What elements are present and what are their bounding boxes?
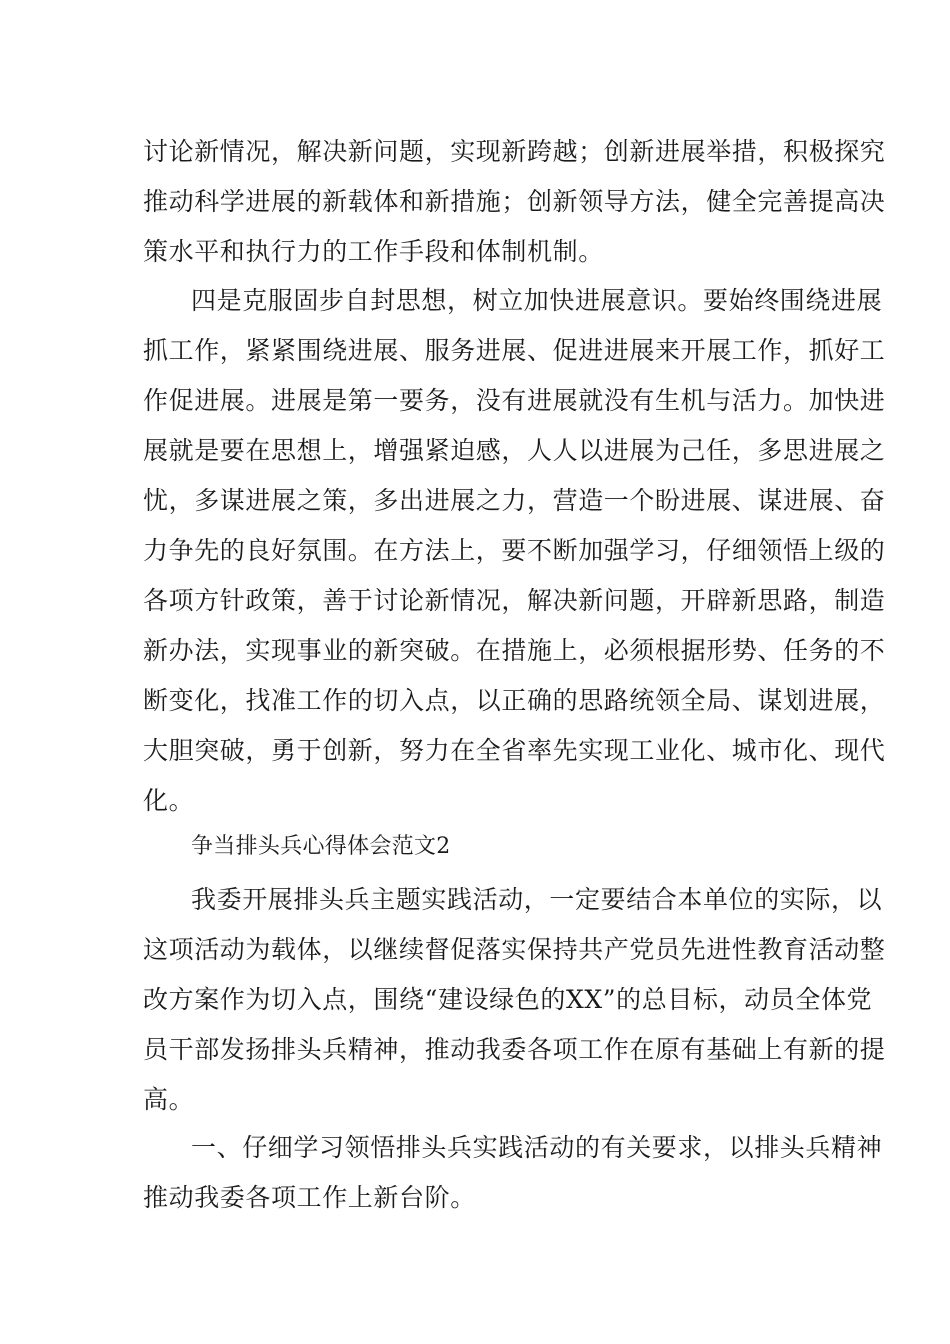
paragraph-2-line-9: 断变化，找准工作的切入点，以正确的思路统领全局、谋划进展， xyxy=(143,686,886,715)
paragraph-3 xyxy=(143,875,886,1125)
paragraph-2-line-10: 大胆突破，勇于创新，努力在全省率先实现工业化、城市化、现代 xyxy=(143,736,886,765)
paragraph-2-line-7: 各项方针政策，善于讨论新情况，解决新问题，开辟新思路，制造 xyxy=(143,586,886,615)
paragraph-2-line-4: 展就是要在思想上，增强紧迫感，人人以进展为己任，多思进展之 xyxy=(143,436,886,465)
paragraph-1 xyxy=(143,127,886,277)
paragraph-4-line-1: 一、仔细学习领悟排头兵实践活动的有关要求，以排头兵精神 xyxy=(191,1133,883,1162)
paragraph-2-line-6: 力争先的良好氛围。在方法上，要不断加强学习，仔细领悟上级的 xyxy=(143,536,886,565)
paragraph-1-line-1: 讨论新情况，解决新问题，实现新跨越；创新进展举措，积极探究 xyxy=(143,137,886,166)
paragraph-2-line-8: 新办法，实现事业的新突破。在措施上，必须根据形势、任务的不 xyxy=(143,636,886,665)
paragraph-4-line-2: 推动我委各项工作上新台阶。 xyxy=(143,1183,476,1212)
paragraph-4 xyxy=(143,1123,883,1223)
paragraph-3-line-3: 改方案作为切入点，围绕“建设绿色的XX”的总目标，动员全体党 xyxy=(143,985,873,1014)
paragraph-3-line-1: 我委开展排头兵主题实践活动，一定要结合本单位的实际，以 xyxy=(191,885,883,914)
section-heading-block xyxy=(143,822,808,872)
paragraph-2-line-2: 抓工作，紧紧围绕进展、服务进展、促进进展来开展工作，抓好工 xyxy=(143,336,886,365)
paragraph-3-line-5: 高。 xyxy=(143,1085,195,1114)
paragraph-2 xyxy=(143,276,886,826)
paragraph-1-line-2: 推动科学进展的新载体和新措施；创新领导方法，健全完善提高决 xyxy=(143,187,886,216)
paragraph-2-line-5: 忧，多谋进展之策，多出进展之力，营造一个盼进展、谋进展、奋 xyxy=(143,486,886,515)
paragraph-3-line-4: 员干部发扬排头兵精神，推动我委各项工作在原有基础上有新的提 xyxy=(143,1035,886,1064)
paragraph-2-line-1: 四是克服固步自封思想，树立加快进展意识。要始终围绕进展 xyxy=(191,286,883,315)
section-heading: 争当排头兵心得体会范文2 xyxy=(191,834,451,859)
paragraph-2-line-3: 作促进展。进展是第一要务，没有进展就没有生机与活力。加快进 xyxy=(143,386,886,415)
paragraph-3-line-2: 这项活动为载体，以继续督促落实保持共产党员先进性教育活动整 xyxy=(143,935,886,964)
paragraph-1-line-3: 策水平和执行力的工作手段和体制机制。 xyxy=(143,237,604,266)
paragraph-2-line-11: 化。 xyxy=(143,786,195,815)
